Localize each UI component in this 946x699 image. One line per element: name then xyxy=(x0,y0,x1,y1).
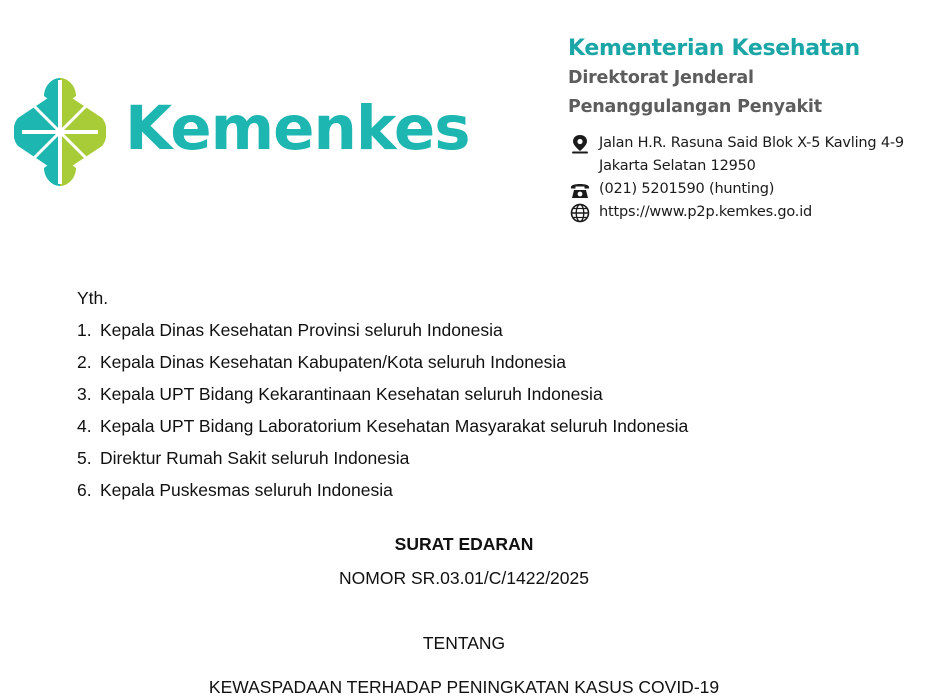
directorate-line-1: Direktorat Jenderal xyxy=(568,68,754,88)
website-row xyxy=(568,201,938,224)
document-number: NOMOR SR.03.01/C/1422/2025 xyxy=(339,568,589,588)
globe-icon xyxy=(569,203,591,223)
contact-block xyxy=(568,132,938,224)
website-link[interactable]: https://www.p2p.kemkes.go.id xyxy=(599,204,813,220)
list-item xyxy=(77,318,877,342)
recipient-text: Direktur Rumah Sakit seluruh Indonesia xyxy=(100,448,410,468)
address-line-2: Jakarta Selatan 12950 xyxy=(599,158,756,174)
directorate-line-2: Penanggulangan Penyakit xyxy=(568,97,822,117)
list-number: 1. xyxy=(77,320,92,340)
location-pin-icon xyxy=(569,134,591,154)
kemenkes-logo-icon xyxy=(14,78,106,186)
letterhead-info xyxy=(568,34,938,224)
recipient-text: Kepala UPT Bidang Laboratorium Kesehatan Masyarakat seluruh Indonesia xyxy=(100,416,689,436)
recipient-text: Kepala Dinas Kesehatan Kabupaten/Kota seluruh Indonesia xyxy=(100,352,567,372)
list-item xyxy=(77,478,877,502)
ministry-name: Kementerian Kesehatan xyxy=(568,36,860,61)
recipient-list xyxy=(77,318,877,502)
phone-row xyxy=(568,178,938,201)
phone-number: (021) 5201590 (hunting) xyxy=(599,181,775,197)
list-item xyxy=(77,382,877,406)
list-number: 3. xyxy=(77,384,92,404)
list-item xyxy=(77,414,877,438)
brand-wordmark: Kemenkes xyxy=(125,93,470,164)
address-line-1: Jalan H.R. Rasuna Said Blok X-5 Kavling 4-9 xyxy=(599,135,904,151)
salutation: Yth. xyxy=(77,288,109,308)
about-label: TENTANG xyxy=(422,633,506,653)
recipient-text: Kepala UPT Bidang Kekarantinaan Kesehatan seluruh Indonesia xyxy=(100,384,603,404)
list-item xyxy=(77,446,877,470)
list-number: 5. xyxy=(77,448,92,468)
document-type-title: SURAT EDARAN xyxy=(394,534,534,554)
telephone-icon xyxy=(569,180,591,200)
recipient-text: Kepala Dinas Kesehatan Provinsi seluruh Indonesia xyxy=(100,320,503,340)
list-number: 4. xyxy=(77,416,92,436)
letter-body xyxy=(77,286,877,510)
recipient-text: Kepala Puskesmas seluruh Indonesia xyxy=(100,480,393,500)
document-subject: KEWASPADAAN TERHADAP PENINGKATAN KASUS COVID-19 xyxy=(208,677,720,697)
list-item xyxy=(77,350,877,374)
address-row xyxy=(568,132,938,155)
list-number: 6. xyxy=(77,480,92,500)
list-number: 2. xyxy=(77,352,92,372)
